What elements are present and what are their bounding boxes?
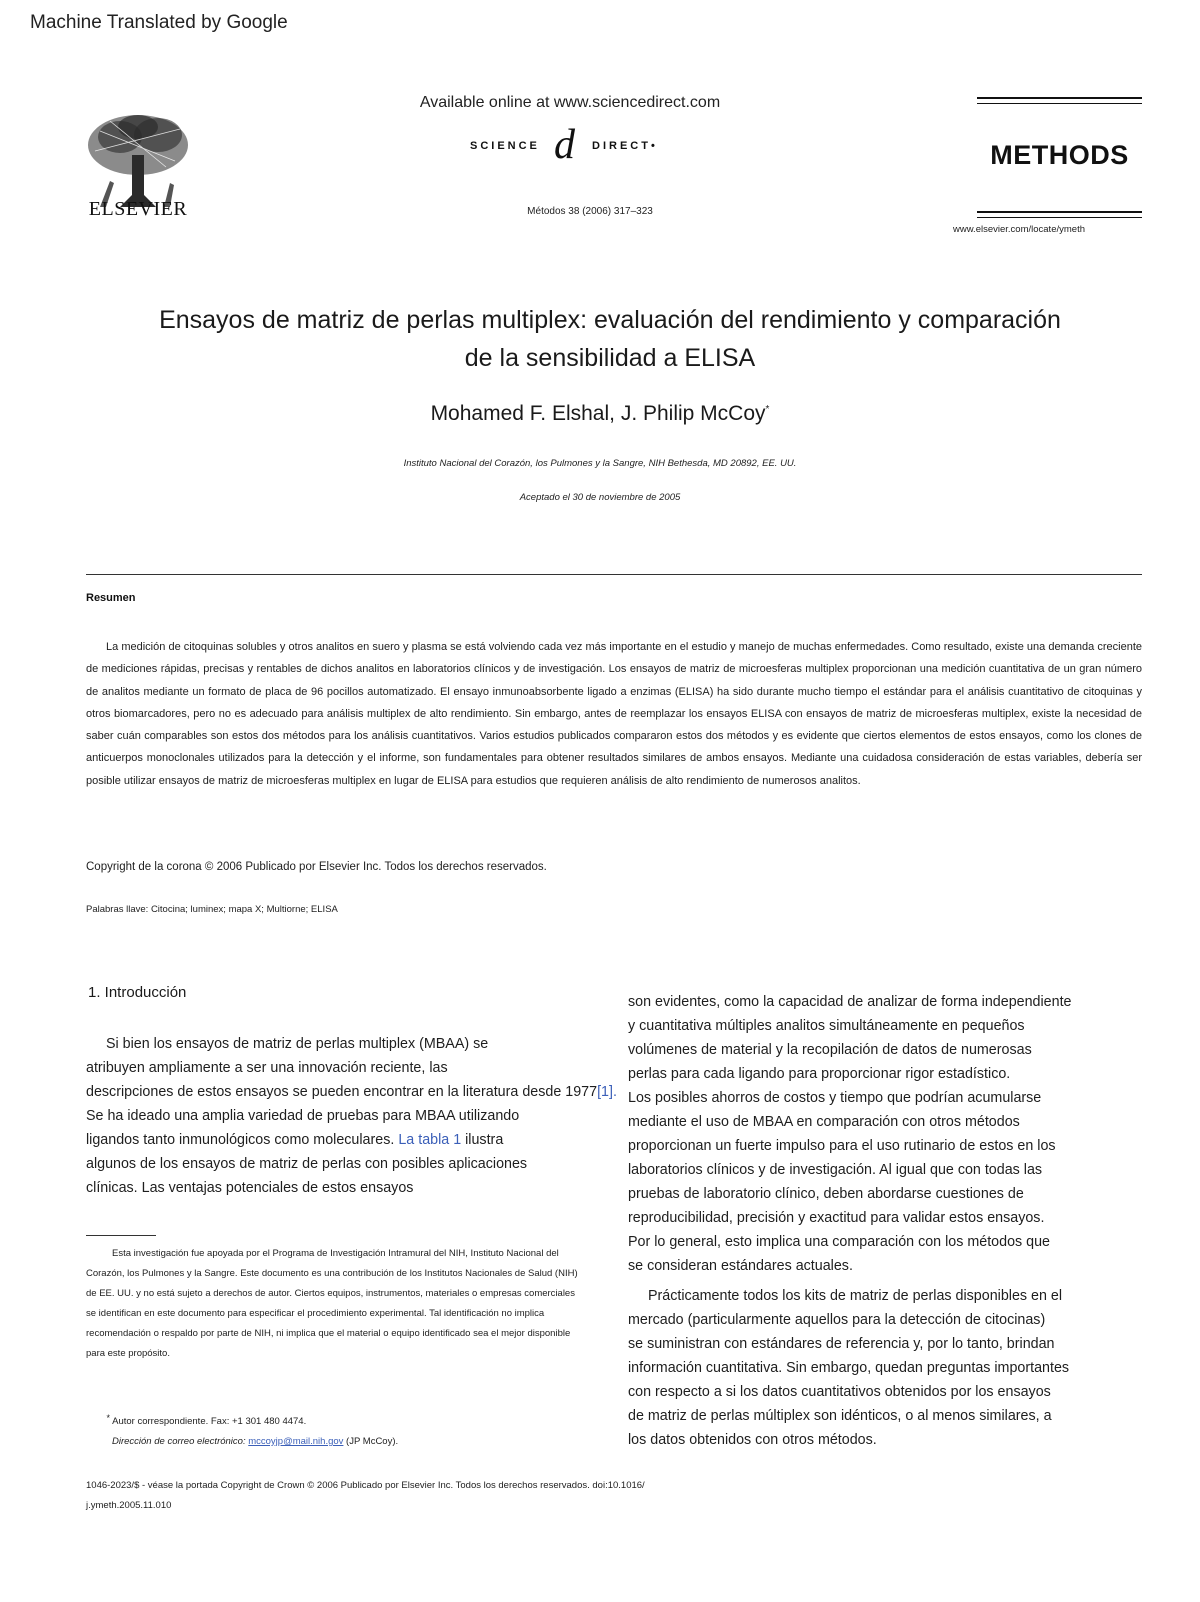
section-heading: 1. Introducción	[88, 984, 187, 1001]
journal-rule	[977, 217, 1142, 218]
body-line: reproducibilidad, precisión y exactitud para validar estos ensayos.	[628, 1210, 1045, 1226]
available-online-text: Available online at www.sciencedirect.com	[419, 94, 721, 111]
intro-left-column	[86, 1032, 617, 1200]
machine-translation-banner: Machine Translated by Google	[30, 12, 288, 33]
author-names: Mohamed F. Elshal, J. Philip McCoy	[430, 402, 766, 425]
title-line-1: Ensayos de matriz de perlas multiplex: evaluación del rendimiento y comparación	[159, 306, 1061, 334]
body-line-text: descripciones de estos ensayos se pueden encontrar en la literatura desde 1977	[86, 1084, 598, 1100]
issn-line: 1046-2023/$ - véase la portada Copyright de Crown © 2006 Publicado por Elsevier Inc. Todos los derechos reservados. doi:10.1016/	[86, 1480, 645, 1491]
body-line: Si bien los ensayos de matriz de perlas multiplex (MBAA) se	[106, 1036, 489, 1052]
body-line: los datos obtenidos con otros métodos.	[628, 1432, 877, 1448]
abstract-text: La medición de citoquinas solubles y otros analitos en suero y plasma se está volviendo cada vez más importante en el estudio y manejo de muchas enfermedades. Como resultado, existe una demanda creciente de mediciones rápidas, precisas y rentables de dichos analitos en laboratorios clínicos y de investigación. Los ensayos de matriz de microesferas multiplex proporcionan una medición cuantitativa de un gran número de analitos mediante un formato de placa de 96 pocillos automatizado. El ensayo inmunoabsorbente ligado a enzimas (ELISA) ha sido durante mucho tiempo el estándar para el análisis cuantitativo de citoquinas y otros biomarcadores, pero no es adecuado para análisis multiplex de alto rendimiento. Sin embargo, antes de reemplazar los ensayos ELISA con ensayos de matriz de microesferas multiplex, existe la necesidad de saber cuán comparables son estos dos métodos para los análisis cuantitativos. Varios estudios publicados compararon estos dos métodos y es evidente que ciertos elementos de estos ensayos, como los clones de anticuerpos monoclonales utilizados para la detección y el informe, son fundamentales para obtener resultados similares de ambos ensayos. Mediante una cuidadosa consideración de estas variables, debería ser posible utilizar ensayos de matriz de microesferas multiplex en lugar de ELISA para estudios que requieren análisis de alto rendimiento de numerosos analitos.	[86, 641, 1142, 787]
body-line	[86, 1080, 617, 1104]
journal-rule	[977, 103, 1142, 104]
body-line: se consideran estándares actuales.	[628, 1258, 853, 1274]
body-line: pruebas de laboratorio clínico, deben abordarse cuestiones de	[628, 1186, 1024, 1202]
body-line: mercado (particularmente aquellos para la detección de citocinas)	[628, 1312, 1046, 1328]
table-link[interactable]: La tabla 1	[398, 1132, 462, 1148]
doi-line[interactable]: j.ymeth.2005.11.010	[86, 1500, 172, 1511]
reference-link[interactable]: [1].	[597, 1084, 617, 1100]
accepted-date: Aceptado el 30 de noviembre de 2005	[519, 492, 681, 503]
body-line: se suministran con estándares de referencia y, por lo tanto, brindan	[628, 1336, 1055, 1352]
body-line: proporcionan un fuerte impulso para el uso rutinario de estos en los	[628, 1138, 1056, 1154]
corresponding-text: Autor correspondiente. Fax: +1 301 480 4474.	[112, 1416, 307, 1427]
section-divider	[86, 574, 1142, 575]
body-line	[86, 1128, 606, 1152]
body-line: y cuantitativa múltiples analitos simultáneamente en pequeños	[628, 1018, 1025, 1034]
body-line: volúmenes de material y la recopilación de datos de numerosas	[628, 1042, 1032, 1058]
body-line: clínicas. Las ventajas potenciales de estos ensayos	[86, 1180, 414, 1196]
email-label: Dirección de correo electrónico:	[112, 1436, 246, 1447]
title-line-2: de la sensibilidad a ELISA	[464, 344, 756, 372]
funding-footnote: Esta investigación fue apoyada por el Programa de Investigación Intramural del NIH, Instituto Nacional del Corazón, los Pulmones y la Sangre. Este documento es una contribución de los Institutos Nacionales de Salud (NIH) de EE. UU. y no está sujeto a derechos de autor. Ciertos equipos, instrumentos, materiales o empresas comerciales se identifican en este documento para especificar el procedimiento experimental. Tal identificación no implica recomendación o respaldo por parte de NIH, ni implica que el material o equipo identificado sea el mejor disponible para este propósito.	[86, 1248, 578, 1359]
publisher-name: ELSEVIER	[88, 198, 188, 220]
email-line	[86, 1432, 606, 1452]
journal-rule	[977, 97, 1142, 99]
journal-url[interactable]: www.elsevier.com/locate/ymeth	[953, 224, 1085, 235]
journal-rule	[977, 211, 1142, 213]
sciencedirect-logo	[470, 122, 680, 168]
journal-citation: Métodos 38 (2006) 317–323	[527, 206, 653, 217]
corresponding-line	[86, 1408, 606, 1432]
corresponding-author-mark: *	[765, 404, 770, 415]
body-line: con respecto a si los datos cuantitativos obtenidos por los ensayos	[628, 1384, 1051, 1400]
intro-right-column	[628, 990, 1148, 1452]
body-line: Prácticamente todos los kits de matriz de perlas disponibles en el	[648, 1288, 1063, 1304]
body-line: información cuantitativa. Sin embargo, quedan preguntas importantes	[628, 1360, 1070, 1376]
body-line: Los posibles ahorros de costos y tiempo que podrían acumularse	[628, 1090, 1042, 1106]
body-line: Por lo general, esto implica una comparación con los métodos que	[628, 1234, 1050, 1250]
body-line-text: ligandos tanto inmunológicos como moleculares.	[86, 1132, 395, 1148]
body-line: algunos de los ensayos de matriz de perlas con posibles aplicaciones	[86, 1156, 528, 1172]
footnote-divider	[86, 1235, 156, 1236]
email-name: (JP McCoy).	[343, 1436, 399, 1447]
footnote-star: *	[106, 1413, 110, 1423]
body-line: atribuyen ampliamente a ser una innovación reciente, las	[86, 1060, 448, 1076]
issn-doi-footer	[86, 1476, 786, 1516]
body-line: son evidentes, como la capacidad de analizar de forma independiente	[628, 994, 1072, 1010]
sciencedirect-right: DIRECT•	[592, 140, 658, 152]
body-line: laboratorios clínicos y de investigación. Al igual que con todas las	[628, 1162, 1043, 1178]
authors	[300, 402, 900, 426]
body-line: perlas para cada ligando para proporcionar rigor estadístico.	[628, 1066, 1011, 1082]
copyright-line: Copyright de la corona © 2006 Publicado por Elsevier Inc. Todos los derechos reservados.	[86, 861, 547, 873]
abstract-heading: Resumen	[86, 592, 136, 604]
body-line: Se ha ideado una amplia variedad de pruebas para MBAA utilizando	[86, 1108, 520, 1124]
affiliation: Instituto Nacional del Corazón, los Pulmones y la Sangre, NIH Bethesda, MD 20892, EE. UU.	[403, 458, 797, 469]
corresponding-author-footnote	[86, 1408, 606, 1452]
body-line: mediante el uso de MBAA en comparación con otros métodos	[628, 1114, 1020, 1130]
article-title	[90, 301, 1130, 377]
sciencedirect-left: SCIENCE	[470, 140, 540, 152]
sciencedirect-at: d	[554, 122, 575, 168]
email-link[interactable]: mccoyjp@mail.nih.gov	[248, 1436, 344, 1447]
body-line: de matriz de perlas múltiplex son idénticos, o al menos similares, a	[628, 1408, 1052, 1424]
journal-name: METHODS	[990, 140, 1129, 170]
keywords: Palabras llave: Citocina; luminex; mapa X; Multiorne; ELISA	[86, 904, 338, 915]
body-line-text: ilustra	[461, 1132, 504, 1148]
